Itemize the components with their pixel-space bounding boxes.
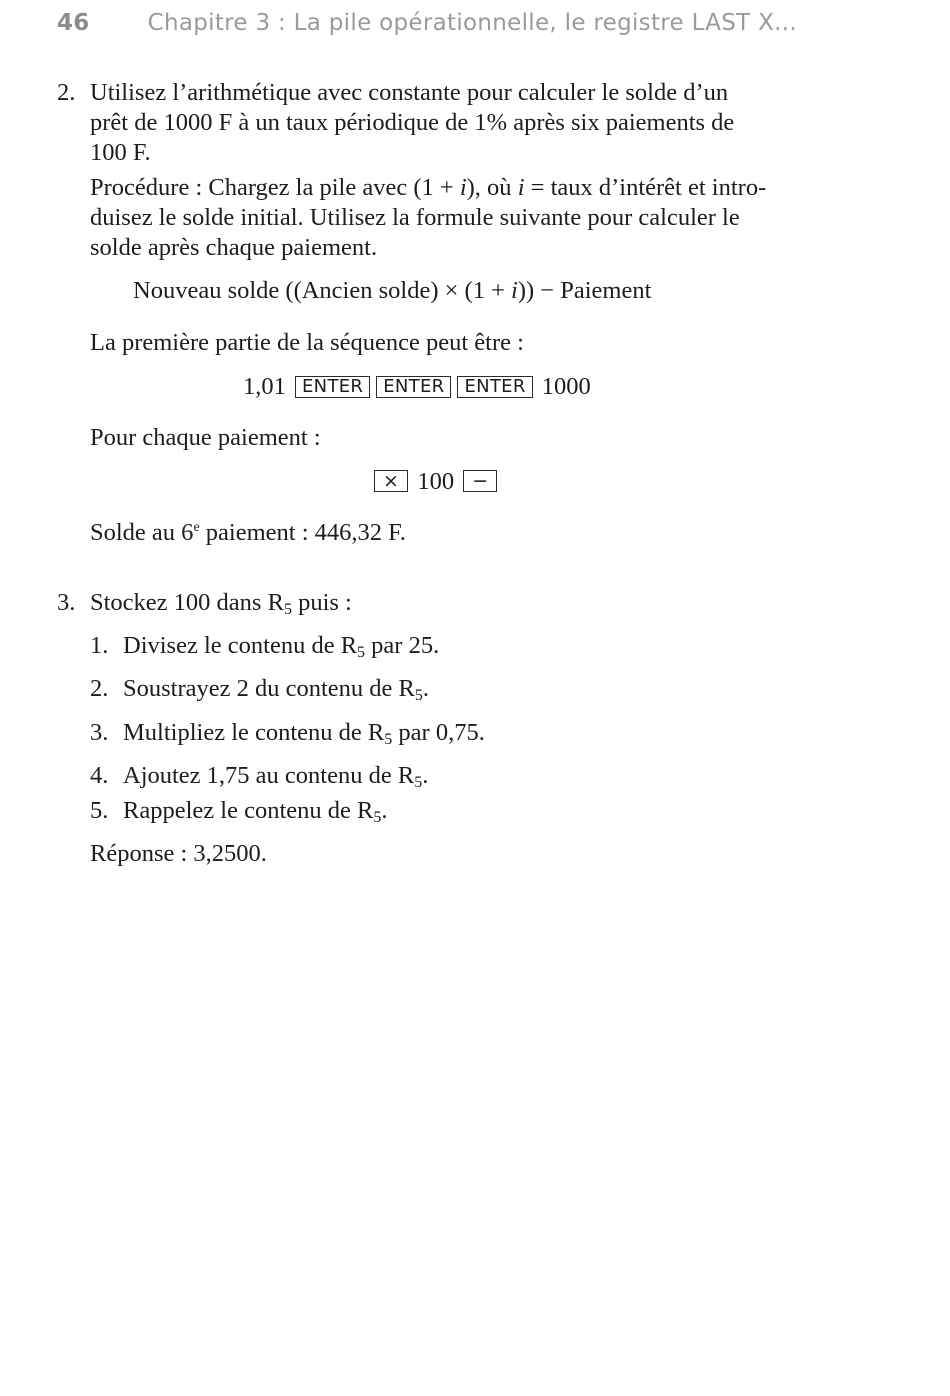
step-text-a: Soustrayez 2 du contenu de R: [123, 675, 415, 702]
result-line: [90, 518, 406, 548]
procedure-text-a: Procédure : Chargez la pile avec (1 +: [90, 174, 460, 201]
register-subscript: 5: [414, 687, 423, 704]
variable-i: i: [517, 174, 525, 201]
superscript-e: e: [193, 520, 200, 535]
key-sequence-2: [371, 467, 500, 497]
key-sequence-1: [243, 372, 591, 402]
page-number: 46: [57, 10, 90, 36]
step-text-a: Multipliez le contenu de R: [123, 719, 385, 746]
register-subscript: 5: [373, 809, 382, 826]
result-text-a: Solde au 6: [90, 519, 194, 546]
step-text-b: .: [381, 797, 388, 824]
list-item: [90, 796, 108, 826]
step-number: 2.: [90, 675, 109, 702]
enter-key: ENTER: [376, 376, 451, 398]
procedure-line-1: [90, 173, 766, 203]
list-item-text: [123, 796, 387, 826]
per-payment-label: Pour chaque paiement :: [90, 424, 321, 451]
exercise-2-line-1: Utilisez l’arithmétique avec constante pour calculer le solde d’un: [90, 79, 729, 106]
sequence-start-value: 1,01: [243, 373, 286, 400]
exercise-2-line-2: prêt de 1000 F à un taux périodique de 1% après six paiements de: [90, 109, 735, 136]
list-item: [90, 631, 108, 661]
register-subscript: 5: [283, 601, 292, 618]
formula-text-a: Nouveau solde ((Ancien solde) × (1 +: [133, 277, 512, 304]
register-subscript: 5: [414, 774, 423, 791]
list-item-text: [123, 761, 428, 791]
list-item: [90, 761, 108, 791]
variable-i: i: [511, 277, 518, 304]
procedure-line-3: solde après chaque paiement.: [90, 234, 378, 261]
intro-text-a: Stockez 100 dans R: [90, 589, 284, 616]
multiply-key: ×: [374, 470, 408, 492]
list-item-text: [123, 674, 429, 704]
exercise-2-line-3: 100 F.: [90, 139, 151, 166]
exercise-3-number: 3.: [57, 589, 76, 616]
list-item: [90, 718, 108, 748]
procedure-text-c: = taux d’intérêt et intro-: [524, 174, 767, 201]
variable-i: i: [459, 174, 467, 201]
step-text-a: Rappelez le contenu de R: [123, 797, 374, 824]
register-subscript: 5: [357, 644, 366, 661]
step-text-a: Ajoutez 1,75 au contenu de R: [123, 762, 415, 789]
step-number: 3.: [90, 719, 109, 746]
step-text-b: .: [422, 675, 430, 702]
payment-value: 100: [417, 468, 455, 495]
exercise-2-number: 2.: [57, 79, 76, 106]
enter-key: ENTER: [295, 376, 370, 398]
sequence-end-value: 1000: [541, 373, 591, 400]
step-text-b: .: [422, 762, 429, 789]
procedure-line-2: duisez le solde initial. Utilisez la formule suivante pour calculer le: [90, 204, 740, 231]
sequence-intro: La première partie de la séquence peut être :: [90, 329, 524, 356]
exercise-3-intro: [90, 588, 352, 618]
step-number: 4.: [90, 762, 109, 789]
result-text-b: paiement : 446,32 F.: [199, 519, 406, 546]
list-item-text: [123, 631, 439, 661]
list-item-text: [123, 718, 485, 748]
intro-text-b: puis :: [291, 589, 352, 616]
step-number: 5.: [90, 797, 109, 824]
subtract-key: −: [463, 470, 497, 492]
enter-key: ENTER: [457, 376, 532, 398]
formula: [133, 276, 651, 306]
running-header: [57, 10, 797, 36]
list-item: [90, 674, 108, 704]
formula-text-b: )) − Paiement: [517, 277, 652, 304]
step-text-a: Divisez le contenu de R: [123, 632, 358, 659]
answer-line: Réponse : 3,2500.: [90, 840, 267, 867]
chapter-title: Chapitre 3 : La pile opérationnelle, le registre LAST X...: [147, 10, 798, 36]
procedure-text-b: ), où: [466, 174, 518, 201]
step-text-b: par 0,75.: [392, 719, 485, 746]
step-number: 1.: [90, 632, 109, 659]
register-subscript: 5: [384, 731, 393, 748]
step-text-b: par 25.: [365, 632, 440, 659]
